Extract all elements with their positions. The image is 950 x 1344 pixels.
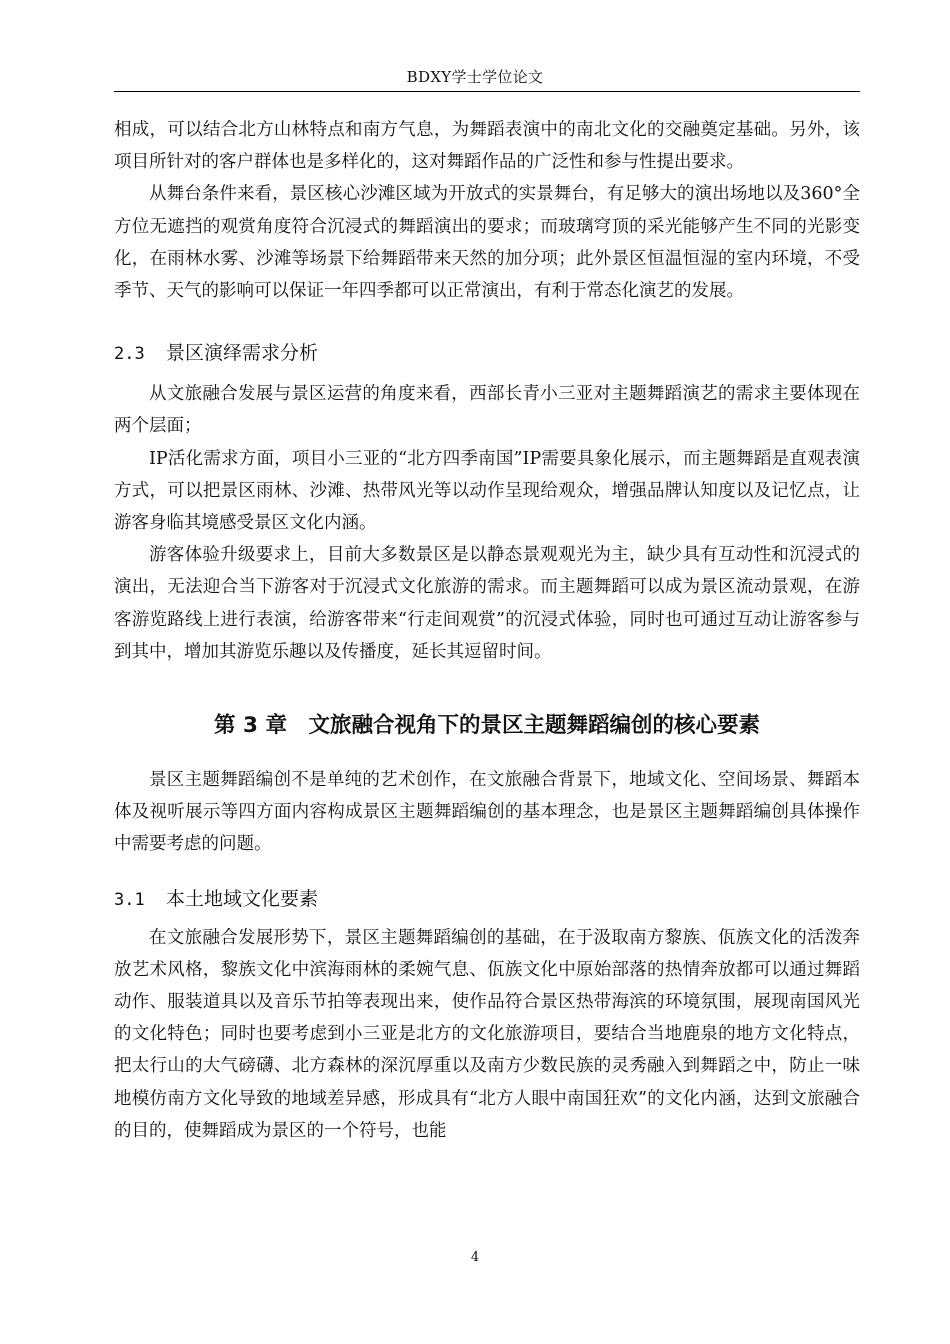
section-heading-2-3: [114, 337, 860, 370]
page-number: 4: [470, 1250, 480, 1265]
section-heading-3-1: [114, 883, 860, 916]
section-title: 本土地域文化要素: [166, 887, 319, 910]
chapter-heading-3: 第 3 章 文旅融合视角下的景区主题舞蹈编创的核心要素: [214, 713, 760, 739]
paragraph-visitor-experience: 游客体验升级要求上，目前大多数景区是以静态景观观光为主，缺少具有互动性和沉浸式的演出，无法迎合当下游客对于沉浸式文化旅游的需求。而主题舞蹈可以成为景区流动景观，在游客游览路线上进行表演，给游客带来“行走间观赏”的沉浸式体验，同时也可通过互动让游客参与到其中，增加其游览乐趣以及传播度，延长其逗留时间。: [114, 545, 860, 662]
running-header: BDXY学士学位论文: [406, 68, 544, 86]
page-body: [114, 114, 860, 1147]
paragraph-regional-culture: 在文旅融合发展形势下，景区主题舞蹈编创的基础，在于汲取南方黎族、佤族文化的活泼奔放艺术风格，黎族文化中滨海雨林的柔婉气息、佤族文化中原始部落的热情奔放都可以通过舞蹈动作、服装道具以及音乐节拍等表现出来，使作品符合景区热带海滨的环境氛围，展现南国风光的文化特色；同时也要考虑到小三亚是北方的文化旅游项目，要结合当地鹿泉的地方文化特点，把太行山的大气磅礴、北方森林的深沉厚重以及南方少数民族的灵秀融入到舞蹈之中，防止一味地模仿南方文化导致的地域差异感，形成具有“北方人眼中南国狂欢”的文化内涵，达到文旅融合的目的，使舞蹈成为景区的一个符号，也能: [114, 927, 860, 1141]
paragraph-ip-demand: IP活化需求方面，项目小三亚的“北方四季南国”IP需要具象化展示，而主题舞蹈是直观表演方式，可以把景区雨林、沙滩、热带风光等以动作呈现给观众，增强品牌认知度以及记忆点，让游客身临其境感受景区文化内涵。: [114, 448, 860, 534]
section-number: 2.3: [114, 344, 145, 365]
paragraph-chapter-intro: 景区主题舞蹈编创不是单纯的艺术创作，在文旅融合背景下，地域文化、空间场景、舞蹈本体及视听展示等四方面内容构成景区主题舞蹈编创的基本理念，也是景区主题舞蹈编创具体操作中需要考虑的问题。: [114, 770, 860, 855]
paragraph-continued: 相成，可以结合北方山林特点和南方气息，为舞蹈表演中的南北文化的交融奠定基础。另外，该项目所针对的客户群体也是多样化的，这对舞蹈作品的广泛性和参与性提出要求。: [114, 120, 860, 173]
section-title: 景区演绎需求分析: [166, 342, 319, 365]
header-rule: [114, 91, 860, 92]
paragraph-stage-conditions: 从舞台条件来看，景区核心沙滩区域为开放式的实景舞台，有足够大的演出场地以及360°全方位无遮挡的观赏角度符合沉浸式的舞蹈演出的要求；而玻璃穹顶的采光能够产生不同的光影变化，在雨林水雾、沙滩等场景下给舞蹈带来天然的加分项；此外景区恒温恒湿的室内环境，不受季节、天气的影响可以保证一年四季都可以正常演出，有利于常态化演艺的发展。: [114, 184, 860, 302]
paragraph-demand-overview: 从文旅融合发展与景区运营的角度来看，西部长青小三亚对主题舞蹈演艺的需求主要体现在两个层面；: [114, 384, 860, 437]
section-number: 3.1: [114, 889, 145, 910]
